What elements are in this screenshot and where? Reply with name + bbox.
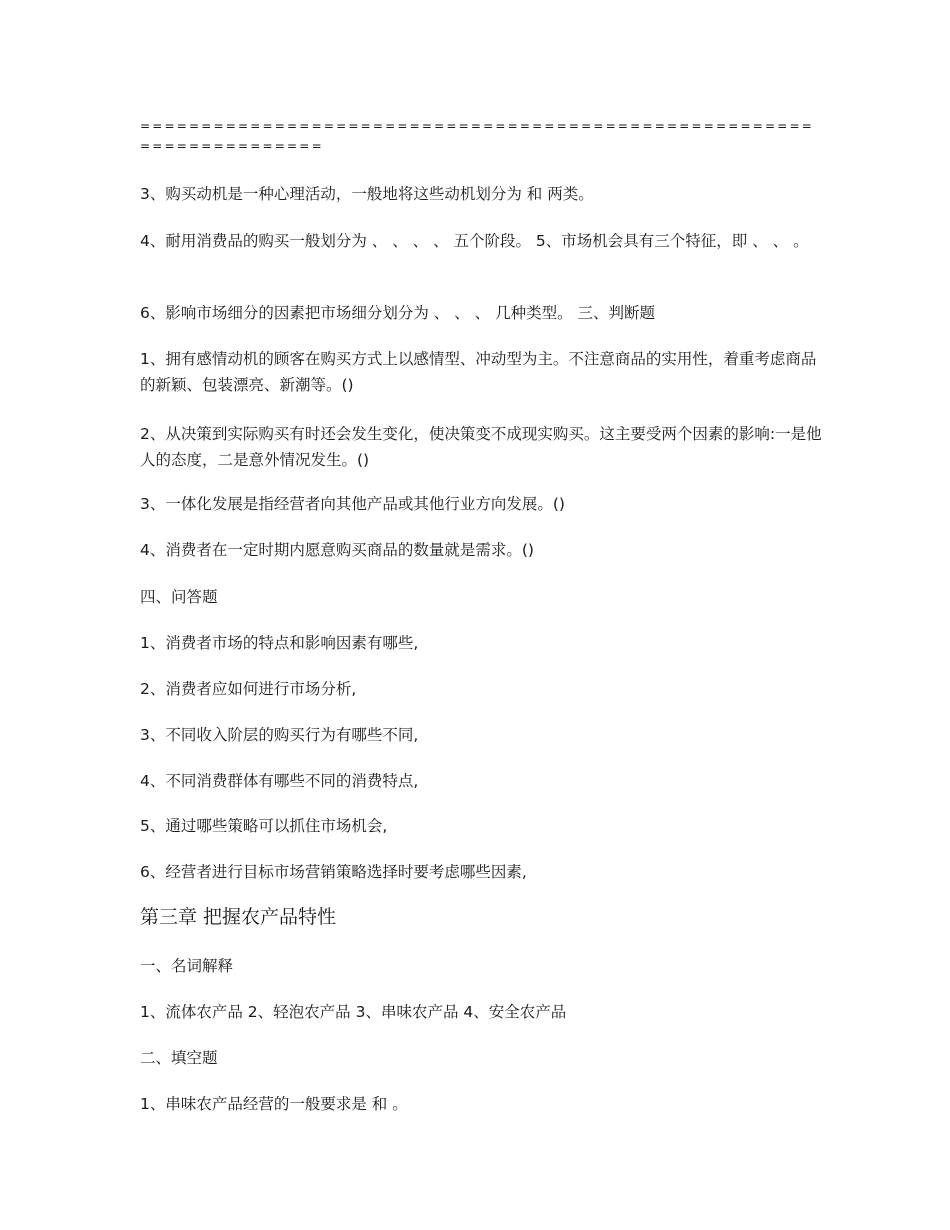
judgment-2: 2、从决策到实际购买有时还会发生变化，使决策变不成现实购买。这主要受两个因素的影响:一是他人的态度，二是意外情况发生。() <box>140 425 822 469</box>
judgment-3: 3、一体化发展是指经营者向其他产品或其他行业方向发展。() <box>140 495 565 513</box>
chapter-3-fill-1: 1、串味农产品经营的一般要求是 和 。 <box>140 1095 408 1113</box>
answer-question-2: 2、消费者应如何进行市场分析, <box>140 680 357 698</box>
chapter-3-terms: 1、流体农产品 2、轻泡农产品 3、串味农产品 4、安全农产品 <box>140 1003 567 1021</box>
question-3: 3、购买动机是一种心理活动，一般地将这些动机划分为 和 两类。 <box>140 185 594 203</box>
chapter-3-title: 第三章 把握农产品特性 <box>140 906 337 928</box>
judgment-4: 4、消费者在一定时期内愿意购买商品的数量就是需求。() <box>140 541 534 559</box>
question-4-5: 4、耐用消费品的购买一般划分为 、 、 、 、 五个阶段。 5、市场机会具有三个特征，即 、 、 。 <box>140 232 809 250</box>
answer-question-6: 6、经营者进行目标市场营销策略选择时要考虑哪些因素, <box>140 863 527 881</box>
answer-question-4: 4、不同消费群体有哪些不同的消费特点, <box>140 772 419 790</box>
section-4-heading: 四、问答题 <box>140 588 218 606</box>
answer-question-5: 5、通过哪些策略可以抓住市场机会, <box>140 817 388 835</box>
separator-line: ====================================================================== <box>140 119 815 153</box>
answer-question-1: 1、消费者市场的特点和影响因素有哪些, <box>140 634 419 652</box>
chapter-3-section-2: 二、填空题 <box>140 1049 218 1067</box>
chapter-3-section-1: 一、名词解释 <box>140 957 234 975</box>
judgment-1: 1、拥有感情动机的顾客在购买方式上以感情型、冲动型为主。不注意商品的实用性，着重考虑商品的新颖、包装漂亮、新潮等。() <box>140 350 817 394</box>
answer-question-3: 3、不同收入阶层的购买行为有哪些不同, <box>140 726 419 744</box>
question-6: 6、影响市场细分的因素把市场细分划分为 、 、 、 几种类型。 三、判断题 <box>140 304 655 322</box>
